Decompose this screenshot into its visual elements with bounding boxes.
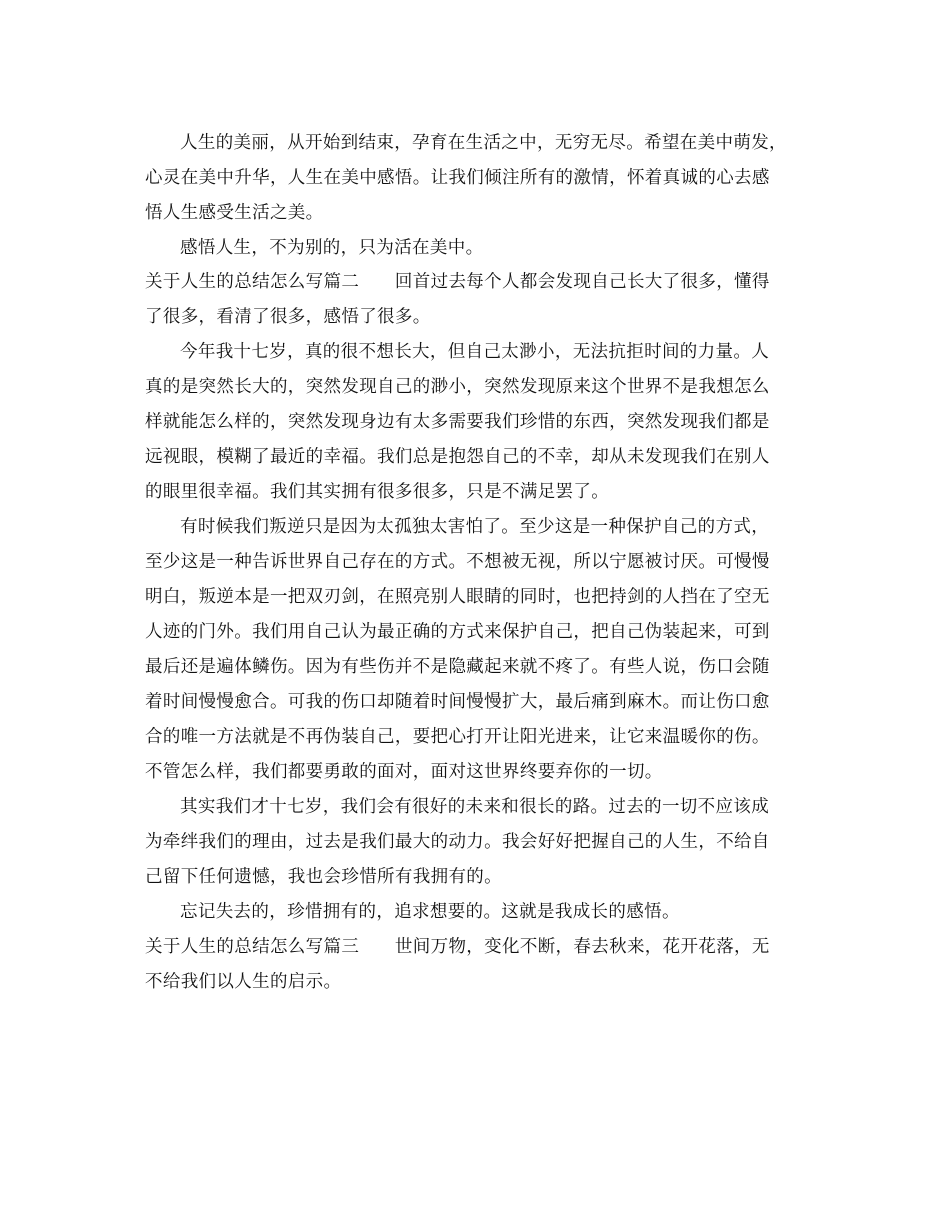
text-line: 忘记失去的，珍惜拥有的，追求想要的。这就是我成长的感悟。 (180, 902, 680, 922)
section-heading-line: 关于人生的总结怎么写篇二 回首过去每个人都会发现自己长大了很多，懂得 (145, 272, 770, 292)
text-line: 最后还是遍体鳞伤。因为有些伤并不是隐藏起来就不疼了。有些人说，伤口会随 (145, 657, 770, 677)
text-line: 样就能怎么样的，突然发现身边有太多需要我们珍惜的东西，突然发现我们都是 (145, 412, 770, 432)
text-line: 真的是突然长大的，突然发现自己的渺小，突然发现原来这个世界不是我想怎么 (145, 377, 770, 397)
section-heading-line: 关于人生的总结怎么写篇三 世间万物，变化不断，春去秋来，花开花落，无 (145, 937, 770, 957)
text-line: 着时间慢慢愈合。可我的伤口却随着时间慢慢扩大，最后痛到麻木。而让伤口愈 (145, 692, 770, 712)
text-line: 其实我们才十七岁，我们会有很好的未来和很长的路。过去的一切不应该成 (180, 797, 770, 817)
text-line: 不管怎么样，我们都要勇敢的面对，面对这世界终要弃你的一切。 (145, 762, 663, 782)
text-line: 感悟人生，不为别的，只为活在美中。 (180, 238, 484, 258)
text-line: 至少这是一种告诉世界自己存在的方式。不想被无视，所以宁愿被讨厌。可慢慢 (145, 552, 770, 572)
text-line: 的眼里很幸福。我们其实拥有很多很多，只是不满足罢了。 (145, 482, 610, 502)
text-line: 人生的美丽，从开始到结束，孕育在生活之中，无穷无尽。希望在美中萌发， (180, 133, 787, 153)
text-line: 心灵在美中升华，人生在美中感悟。让我们倾注所有的激情，怀着真诚的心去感 (145, 168, 770, 188)
text-line: 不给我们以人生的启示。 (145, 972, 342, 992)
text-line: 今年我十七岁，真的很不想长大，但自己太渺小，无法抗拒时间的力量。人 (180, 342, 770, 362)
text-line: 了很多，看清了很多，感悟了很多。 (145, 307, 431, 327)
text-line: 远视眼，模糊了最近的幸福。我们总是抱怨自己的不幸，却从未发现我们在别人 (145, 447, 770, 467)
text-line: 悟人生感受生活之美。 (145, 203, 324, 223)
text-line: 己留下任何遗憾，我也会珍惜所有我拥有的。 (145, 867, 502, 887)
text-line: 明白，叛逆本是一把双刃剑，在照亮别人眼睛的同时，也把持剑的人挡在了空无 (145, 587, 770, 607)
text-line: 为牵绊我们的理由，过去是我们最大的动力。我会好好把握自己的人生，不给自 (145, 832, 770, 852)
text-line: 合的唯一方法就是不再伪装自己，要把心打开让阳光进来，让它来温暖你的伤。 (145, 727, 770, 747)
text-line: 人迹的门外。我们用自己认为最正确的方式来保护自己，把自己伪装起来，可到 (145, 622, 770, 642)
text-line: 有时候我们叛逆只是因为太孤独太害怕了。至少这是一种保护自己的方式， (180, 517, 770, 537)
